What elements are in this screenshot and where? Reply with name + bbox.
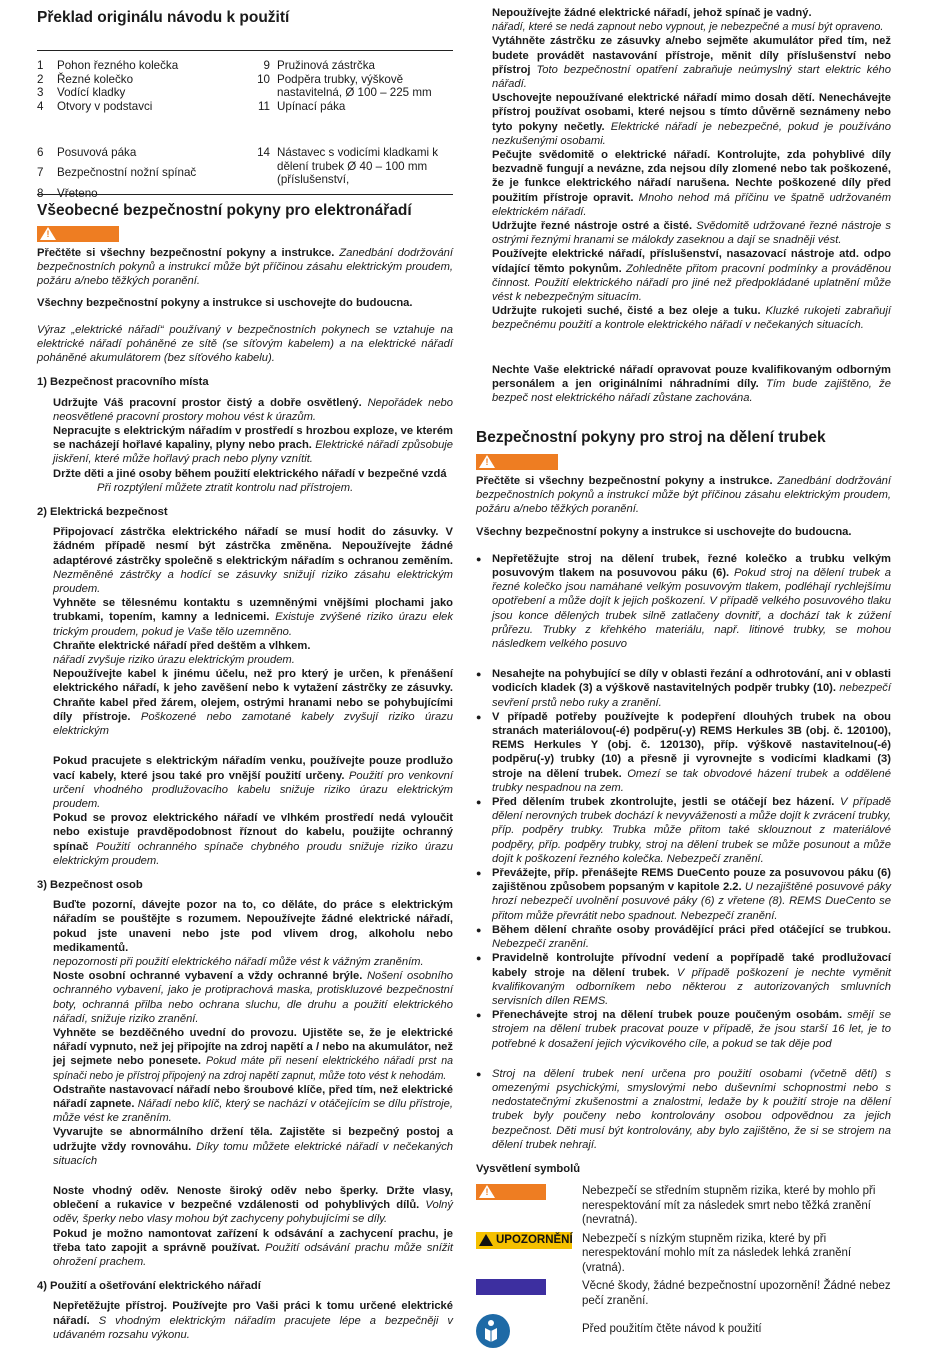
text-bold: Nechte Vaše elektrické nářadí opravovat pouze kvalifikovaným odborným personálem a jen originálními náhradními díly. (492, 363, 891, 390)
text-bold: Pokud je možno namontovat zařízení k odsávání a zachycení prachu, je třeba tato zapojit a správně používat. (53, 1227, 453, 1254)
part-label: Podpěra trubky, výškově nastavitelná, Ø 100 – 225 mm (277, 72, 432, 100)
notice-icon (476, 1279, 546, 1295)
text-italic: Pokud máte při nesení elektrického nářadí prst na spínači nebo je přístroj připojený na zdroj napětí zapnut, může toto vést k nehodám. (53, 1055, 453, 1082)
text-italic: Omezí se tak obvodové házení trubek a oddělené trubky nespadnou na zem. (492, 767, 892, 794)
list-item (476, 1008, 891, 1051)
text-bold: Pokud se provoz elektrického nářadí ve vlhkém prostředí nedá vyloučit nebo existuje pravděpodobnost říznout do kabelu, použijte ochranný spínač (53, 812, 453, 853)
text-bold: V případě potřeby používejte k podepření dlouhých trubek na obou stranách materiálovou(-é) podpěru(-y) REMS Herkules 3B (obj. č. 120100), REMS Herkules Y (obj. č. 120130), příp. výškově nastavitelnou(-é) podpěru(-y) trubky (10) a přesně ji vyrovnejte s vodicími kladkami (3) stroje na dělení trubek. (492, 710, 891, 780)
text-bold: Všechny bezpečnostní pokyny a instrukce si uschovejte do budoucna. (37, 296, 413, 309)
part-number: 1 (37, 59, 44, 72)
read-manual-icon (476, 1314, 510, 1348)
list-item (476, 923, 891, 951)
text-italic: Elektrické nářadí je nebezpečné, pokud je používáno nezkušenými osobami. (492, 120, 891, 147)
part-label: Otvory v podstavci (57, 99, 153, 113)
warning-icon: ! (476, 454, 558, 470)
part-number: 4 (37, 99, 44, 113)
text-italic: U nezajištěné posuvové páky hrozí nebezpečí uvolnění posuvové páky (6) z vřetene (8). REMS DueCento se přitom může převrátit nebo spadnout. Nebezpečí zranění. (492, 881, 891, 922)
text-bold: Nepřetěžujte stroj na dělení trubek, řezné kolečko a trubku velkým posuvovým tlakem na posuvovou páku (6). (492, 552, 891, 580)
parts-list (37, 59, 453, 113)
text-italic: Mnoho nehod má příčinu ve špatně udržovaném elektrickém nářadí. (492, 191, 892, 218)
text-italic: Nošení osobního ochranného vybavení, jako je protiprachová maska, protiskluzové bezpečnostní boty, ochranná přilba nebo ochrana sluchu, dle druhu a použití elektrického nářadí, snižuje riziko zranění. (53, 970, 454, 1025)
caution-badge (476, 1232, 572, 1249)
part-label: Pohon řezného kolečka (57, 59, 179, 72)
list-item (476, 552, 891, 651)
text-bold: Udržujte rukojeti suché, čisté a bez oleje a tuku. (492, 305, 761, 318)
text-italic: nářadí, které se nedá zapnout nebo vypnout, je nebezpečné a musí být opraveno. (492, 21, 884, 34)
section-heading: Bezpečnostní pokyny pro stroj na dělení trubek (476, 429, 826, 446)
text-bold: Noste vhodný oděv. Nenoste široký oděv nebo šperky. Držte vlasy, oblečení a rukavice v bezpečné vzdálenosti od pohyblivých dílů. (53, 1184, 453, 1212)
text-italic: Toto bezpečnostní opatření zabraňuje neúmyslný start elektric kého nářadí. (492, 63, 891, 91)
pipe-body (476, 474, 891, 1348)
warning-icon: ! (476, 1184, 546, 1200)
text-bold: Udržujte Váš pracovní prostor čistý a dobře osvětlený. (53, 396, 362, 409)
symbol-description: Před použitím čtěte návod k použití (582, 1323, 762, 1336)
text-italic: Poškozené nebo zamotané kabely zvyšují riziko úrazu elektrickým (53, 710, 453, 738)
text-italic: Výraz „elektrické nářadí“ používaný v bezpečnostních pokynech se vztahuje na elektrické nářadí poháněné ze sítě (se síťovým kabelem) a na elektrické nářadí poháněné akumulátorem (bez síťového kabelu). (37, 323, 453, 365)
text-italic: Volný oděv, šperky nebo vlasy mohou být zachyceny pohybujícími se díly. (53, 1199, 453, 1226)
part-number: 7 (37, 166, 44, 180)
symbol-row (476, 1232, 891, 1276)
text-bold: Držte děti a jiné osoby během použití elektrického nářadí v bezpečné vzdá (53, 467, 447, 480)
text-italic: Tím bude zajištěno, že bezpeč nost elektrického nářadí zůstane zachována. (492, 377, 891, 405)
list-item (476, 795, 891, 866)
text-bold: Vytáhněte zástrčku ze zásuvky a/nebo sejměte akumulátor před tím, než budete provádět nastavování přístroje, měnit díly příslušenství nebo přístroj (492, 35, 891, 76)
text-italic: Při rozptýlení můžete ztratit kontrolu nad přístrojem. (97, 481, 354, 494)
text-bold: Uschovejte nepoužívané elektrické nářadí mimo dosah dětí. Nenechávejte přístroj používat osobami, které nejsou s tímto důvěrně seznámeny nebo tyto pokyny nečetly. (492, 92, 891, 133)
text-italic: Elektrické nářadí způsobuje jiskření, které může hořlavý prach nebo plyny vznítit. (53, 439, 453, 466)
section-title: 2) Elektrická bezpečnost (37, 506, 168, 519)
text-bold: Vyhněte se bezděčného uvední do provozu. Ujistěte se, že je elektrické nářadí vypnuto, než jej připojíte na zdroj napětí a / nebo na akumulátor, než jej sejmete nebo ponesete. (53, 1026, 453, 1068)
text-bold: Pravidelně kontrolujte přívodní vedení a popřípadě také prodlužovací kabely stroje na dělení trubek. (492, 952, 891, 979)
text-bold: Před dělením trubek zkontrolujte, jestli se otáčejí bez házení. (492, 796, 835, 809)
text-bold: Noste osobní ochranné vybavení a vždy ochranné brýle. (53, 970, 363, 983)
text-bold: Chraňte elektrické nářadí před deštěm a vlhkem. (53, 639, 311, 652)
text-italic: Nářadí nebo klíč, který se nachází v otáčejícím se dílu přístroje, může vést ke zraněním. (53, 1097, 453, 1125)
text-bold: Nepoužívejte žádné elektrické nářadí, jehož spínač je vadný. (492, 7, 812, 19)
warning-icon: ! (37, 226, 119, 242)
text-bold: Pokud pracujete s elektrickým nářadím venku, používejte pouze prodlužo vací kabely, které jsou také pro vnější použití určeny. (53, 755, 453, 782)
text-bold: Nepracujte s elektrickým nářadím v prostředí s hrozbou exploze, ve kterém se nacházejí hořlavé kapaliny, plyny nebo prach. (53, 425, 453, 452)
text-italic: Použití odsávání prachu může snížit ohrožení prachem. (53, 1241, 454, 1268)
section-title: 1) Bezpečnost pracovního místa (37, 376, 209, 389)
text-bold: Pečujte svědomitě o elektrické nářadí. Kontrolujte, zda pohyblivé díly bezvadně fungují a nevázne, zda nejsou díly zlomené nebo tak poškozené, že je funkce elektrického nářadí narušena. Nechte poškozené díly před použitím přístroje opravit. (492, 149, 891, 204)
part-number: 3 (37, 86, 44, 100)
text-italic: Použití pro venkovní určení vhodného prodlužovacího kabelu snižuje riziko úrazu elektrickým proudem. (53, 769, 453, 810)
part-number: 9 (263, 59, 270, 72)
part-label: Pružinová zástrčka (277, 59, 375, 72)
list-item (476, 866, 891, 923)
list-item (476, 710, 891, 795)
text-italic: Zanedbání dodržování bezpečnostních pokynů a instrukcí může být příčinou zásahu elektrickým proudem, požáru a/nebo těžkých poranění. (37, 247, 454, 288)
text-bold: Během dělení chraňte osoby provádějící práci před otáčející se trubkou. (492, 923, 891, 936)
part-label: Vřeteno (57, 186, 98, 200)
text-bold: Všechny bezpečnostní pokyny a instrukce si uschovejte do budoucna. (476, 525, 852, 538)
text-italic: nářadí zvyšuje riziko úrazu elektrickým proudem. (53, 654, 295, 667)
parts-list-2 (37, 146, 453, 200)
part-label: Nástavec s vodicími kladkami k dělení trubek Ø 40 – 100 mm (příslušenství, (277, 146, 439, 187)
part-label: Upínací páka (277, 99, 346, 113)
text-italic: Zanedbání dodržování bezpečnostních pokynů a instrukcí může být příčinou zásahu elektrickým proudem, požáru a/nebo těžkých poranění. (476, 475, 892, 516)
text-italic: Existuje zvýšené riziko úrazu elek trickým proudem, pokud je Vaše tělo uzemněno. (53, 611, 453, 638)
divider (37, 50, 453, 51)
section-heading: Všeobecné bezpečnostní pokyny pro elektronářadí (37, 202, 412, 219)
general-body (37, 246, 453, 1342)
text-italic: Použití ochranného spínače chybného proudu snižuje riziko úrazu elektrickým proudem. (53, 840, 454, 867)
text-italic: V případě dělení nerovných trubek dochází k nevyváženosti a může dojít k zvrácení trubky, příp. podpěry trubky. Trubka může přitom také sklouznout z materiálové podpěry, příp. podpěry trubky, stroj na dělení trubek se může posunout a může dojít k poškození řezného kolečka. Nebezpečí zranění. (492, 796, 891, 865)
part-label: Řezné kolečko (57, 72, 134, 86)
symbol-description: Nebezpečí s nízkým stupněm rizika, které by při nerespektování mohlo mít za následek lehká zranění (vratná). (582, 1232, 852, 1274)
text-italic: V případě poškození je nechte vyměnit kvalifikovaným odborníkem nebo některou z autorizovaných smluvních servisních dílen REMS. (492, 966, 891, 1007)
list-item (476, 951, 891, 1008)
text-bold: Vyvarujte se abnormálního držení těla. Zajistěte si bezpečný postoj a udržujte vždy rovnováhu. (53, 1126, 453, 1153)
caution-icon (479, 1234, 493, 1246)
symbol-row (476, 1184, 891, 1228)
part-label: Posuvová páka (57, 146, 137, 159)
text-italic: Díky tomu můžete elektrické nářadí v nečekaných situacích (53, 1140, 454, 1167)
part-number: 8 (37, 186, 44, 200)
list-item (476, 667, 891, 710)
text-bold: Připojovací zástrčka elektrického nářadí se musí hodit do zásuvky. V žádném případě nesmí být zástrčka změněna. Nepoužívejte žádné adaptérové zástrčky společně s elektrickým nářadím s ochranou zeměním. (53, 526, 453, 567)
text-bold: Buďte pozorní, dávejte pozor na to, co děláte, do práce s elektrickým nářadím se pouštějte s rozumem. Nepoužívejte žádné elektrické nářadí, pokud jste unaveni nebo jste pod vlivem drog, alkoholu nebo medikamentů. (53, 899, 453, 954)
text-bold: Vyhněte se tělesnému kontaktu s uzemněnými vnějšími plochami jako trubkami, topením, kamny a lednicemi. (53, 597, 453, 624)
page-title: Překlad originálu návodu k použití (37, 9, 290, 26)
text-italic: Nepořádek nebo neosvětlené pracovní prostory mohou vést k úrazům. (53, 396, 454, 423)
divider (37, 194, 453, 195)
symbol-description: Věcné škody, žádné bezpečnostní upozornění! Žádné nebez pečí zranění. (582, 1280, 891, 1307)
text-bold: Udržujte řezné nástroje ostré a čisté. (492, 220, 693, 233)
symbol-description: Nebezpečí se středním stupněm rizika, které by mohlo při nerespektování mít za následek smrt nebo těžká zranění (nevratná). (582, 1185, 876, 1227)
text-italic: Stroj na dělení trubek není určena pro použití osobami (včetně dětí) s omezenými psychickými, smyslovými nebo duševními schopnostmi nebo s nedostatečnými zkušenostmi a znalostmi, ledaže by k použití stroje na dělení trubek byly poučeny nebo kontrolovány osobou odpovědnou za jejich bezpečnost. Děti musí být kontrolovány, aby bylo zajištěno, že si se strojem na dělení trubek nehrají. (492, 1067, 891, 1151)
section-title: 4) Použití a ošetřování elektrického nářadí (37, 1280, 261, 1293)
symbol-row (476, 1314, 891, 1348)
part-number: 2 (37, 72, 44, 86)
text-bold: Nesahejte na pohybující se díly v oblasti řezání a odhrotování, ani v oblasti vodicích kladek (3) a výškově nastavitelných podpěr trubky (10). (492, 668, 891, 695)
list-item (476, 1067, 891, 1152)
text-bold: Používejte elektrické nářadí, příslušenství, nasazovací nástroje atd. odpo vídající těmto pokynům. (492, 248, 891, 275)
text-bold: Odstraňte nastavovací nářadí nebo šroubové klíče, před tím, než elektrické nářadí zapnete. (53, 1083, 453, 1110)
text-bold: Nepoužívejte kabel k jinému účelu, než pro který je určen, k přenášení elektrického nářadí, k jeho zavěšení nebo k vytažení zástrčky ze zásuvky. Chraňte kabel před žárem, olejem, ostrými hranami nebo se pohybujícími díly přístroje. (53, 668, 453, 723)
text-bold: Přečtěte si všechny bezpečnostní pokyny a instrukce. (476, 475, 773, 487)
text-italic: nepozornosti při použití elektrického nářadí může vést k vážným zraněním. (53, 955, 424, 968)
text-bold: Převážejte, příp. přenášejte REMS DueCento pouze za posuvovou páku (6) zajištěnou způsobem popsaným v kapitole 2.2. (492, 867, 891, 894)
caution-label: UPOZORNĚNÍ (496, 1234, 573, 1247)
text-bold: Přenechávejte stroj na dělení trubek pouze poučeným osobám. (492, 1009, 843, 1022)
maintenance-body (476, 6, 891, 405)
text-italic: Nebezpečí zranění. (492, 938, 590, 951)
text-italic: smějí se strojem na dělení trubek pracovat pouze v případě, že jsou starší 16 let, je to potřebné k dosažení jejich výcvikového cíle, a pokud se tak děje pod (492, 1009, 892, 1050)
text-bold: Nepřetěžujte přístroj. Používejte pro Vaši práci k tomu určené elektrické nářadí. (53, 1300, 453, 1327)
text-italic: nebezpečí sevření prstů nebo ruky a zranění. (492, 682, 892, 709)
part-number: 11 (257, 99, 270, 113)
text-italic: Svědomitě udržované řezné nástroje s ostrými řeznými hranami se málokdy zaseknou a dají se snadněji vést. (492, 220, 891, 247)
text-italic: Zohledněte přitom pracovní podmínky a prováděnou činnost. Použití elektrického nářadí pro jiné než předpokládané uplatnění může vést k nebezpečným situacím. (492, 262, 891, 304)
text-italic: S vhodným elektrickým nářadím pracujete lépe a bezpečněji v udávaném rozsahu výkonu. (53, 1314, 453, 1341)
text-italic: Kluzké rukojeti zabraňují bezpečnému použití a kontrole elektrického nářadí v nečekaných situacích. (492, 305, 891, 332)
symbol-row (476, 1279, 891, 1308)
part-number: 6 (37, 146, 44, 159)
part-label: Bezpečnostní nožní spínač (57, 166, 197, 180)
part-number: 10 (257, 72, 270, 86)
text-italic: Nezměněné zástrčky a hodící se zásuvky snižují riziko zásahu elektrickým proudem. (53, 568, 453, 596)
part-label: Vodící kladky (57, 86, 126, 100)
text-bold: Přečtěte si všechny bezpečnostní pokyny a instrukce. (37, 247, 335, 259)
text-italic: Pokud stroj na dělení trubek a řezné kolečko jsou namáhané velkým posuvovým tlakem, podléhají rychlejšímu opotřebení a může dojít k jejich poškození. V případě velkého posuvového tlaku jsou konce dělených trubek silně zatlačeny dovnitř, a dochází tak k zúžení průřezu. Trubky z křehkého materiálu, např. litinové trubky, se mohou následkem velkého posuvo (492, 567, 892, 651)
section-title: 3) Bezpečnost osob (37, 878, 143, 891)
part-number: 14 (257, 146, 270, 159)
symbols-title: Vysvětlení symbolů (476, 1162, 581, 1175)
